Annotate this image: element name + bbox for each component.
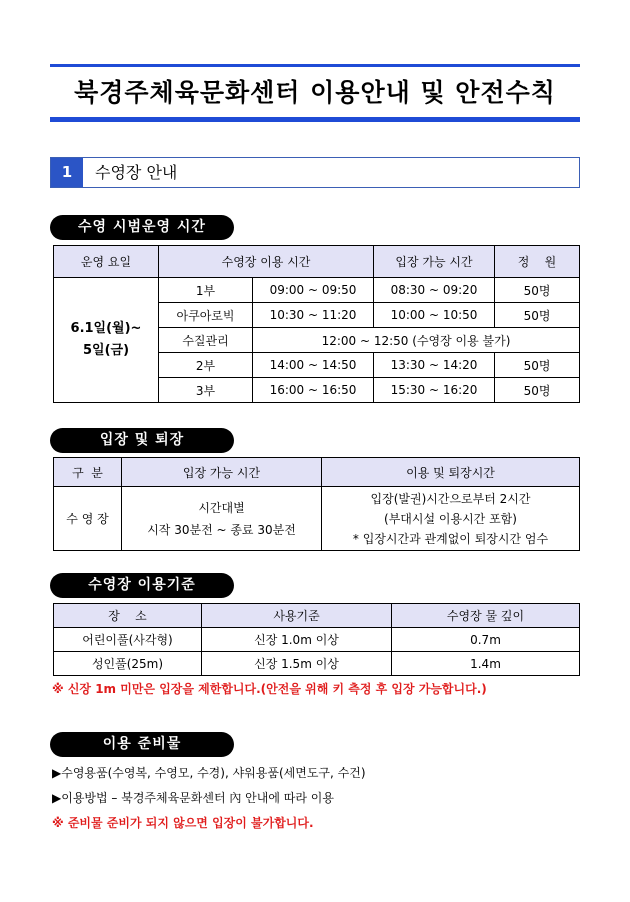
table-cell: 1부 xyxy=(159,278,253,303)
table-cell: 50명 xyxy=(495,353,580,378)
height-warning-note: ※ 신장 1m 미만은 입장을 제한합니다.(안전을 위해 키 측정 후 입장 가능합니다.) xyxy=(52,682,487,696)
standards-header-place: 장 소 xyxy=(54,604,202,628)
entry-line1: 시간대별 xyxy=(198,500,245,515)
usage-time-cell xyxy=(322,487,580,551)
entry-header-entry: 입장 가능 시간 xyxy=(122,458,322,487)
hours-day-cell xyxy=(54,278,159,403)
table-cell: 13:30 ~ 14:20 xyxy=(374,353,495,378)
table-cell: 수질관리 xyxy=(159,328,253,353)
usage-line3: * 입장시간과 관계없이 퇴장시간 엄수 xyxy=(352,531,549,546)
hours-header-capacity: 정 원 xyxy=(495,246,580,278)
title-top-rule xyxy=(50,64,580,67)
table-cell: 10:30 ~ 11:20 xyxy=(253,303,374,328)
table-cell-merged: 12:00 ~ 12:50 (수영장 이용 불가) xyxy=(253,328,580,353)
hours-day-line2: 5일(금) xyxy=(82,343,130,358)
table-cell: 50명 xyxy=(495,378,580,403)
entry-exit-heading: 입장 및 퇴장 xyxy=(50,428,234,453)
entry-line2: 시작 30분전 ~ 종료 30분전 xyxy=(147,522,296,537)
table-cell: 14:00 ~ 14:50 xyxy=(253,353,374,378)
table-cell: 09:00 ~ 09:50 xyxy=(253,278,374,303)
table-cell: 16:00 ~ 16:50 xyxy=(253,378,374,403)
table-cell: 성인풀(25m) xyxy=(54,652,202,676)
page-title: 북경주체육문화센터 이용안내 및 안전수칙 xyxy=(74,78,556,107)
table-cell: 10:00 ~ 10:50 xyxy=(374,303,495,328)
hours-header-entry: 입장 가능 시간 xyxy=(374,246,495,278)
standards-heading: 수영장 이용기준 xyxy=(50,573,234,598)
standards-table xyxy=(53,603,580,676)
table-cell: 3부 xyxy=(159,378,253,403)
hours-header-day: 운영 요일 xyxy=(54,246,159,278)
table-cell: 1.4m xyxy=(392,652,580,676)
hours-day-line1: 6.1일(월)~ xyxy=(70,321,142,336)
table-cell: 신장 1.5m 이상 xyxy=(202,652,392,676)
supplies-warning-note: ※ 준비물 준비가 되지 않으면 입장이 불가합니다. xyxy=(52,816,314,830)
entry-header-category: 구 분 xyxy=(54,458,122,487)
table-cell: 50명 xyxy=(495,278,580,303)
section-number: 1 xyxy=(51,158,83,187)
table-cell: 08:30 ~ 09:20 xyxy=(374,278,495,303)
table-cell: 신장 1.0m 이상 xyxy=(202,628,392,652)
table-cell: 15:30 ~ 16:20 xyxy=(374,378,495,403)
usage-line2: (부대시설 이용시간 포함) xyxy=(384,511,517,526)
supplies-heading: 이용 준비물 xyxy=(50,732,234,757)
table-cell: 50명 xyxy=(495,303,580,328)
entry-header-usage: 이용 및 퇴장시간 xyxy=(322,458,580,487)
entry-time-cell xyxy=(122,487,322,551)
table-cell: 아쿠아로빅 xyxy=(159,303,253,328)
standards-header-rule: 사용기준 xyxy=(202,604,392,628)
supplies-line1: ▶수영용품(수영복, 수영모, 수경), 샤워용품(세면도구, 수건) xyxy=(52,766,366,780)
table-cell: 2부 xyxy=(159,353,253,378)
hours-header-usage: 수영장 이용 시간 xyxy=(159,246,374,278)
entry-exit-table xyxy=(53,457,580,551)
hours-heading: 수영 시범운영 시간 xyxy=(50,215,234,240)
standards-header-depth: 수영장 물 깊이 xyxy=(392,604,580,628)
section-header xyxy=(50,157,580,188)
table-cell: 어린이풀(사각형) xyxy=(54,628,202,652)
table-cell: 0.7m xyxy=(392,628,580,652)
entry-category-cell: 수 영 장 xyxy=(54,487,122,551)
section-title: 수영장 안내 xyxy=(95,163,178,182)
supplies-line2: ▶이용방법 – 북경주체육문화센터 內 안내에 따라 이용 xyxy=(52,791,334,805)
title-bottom-rule xyxy=(50,117,580,122)
usage-line1: 입장(발권)시간으로부터 2시간 xyxy=(370,491,531,506)
hours-table xyxy=(53,245,580,403)
